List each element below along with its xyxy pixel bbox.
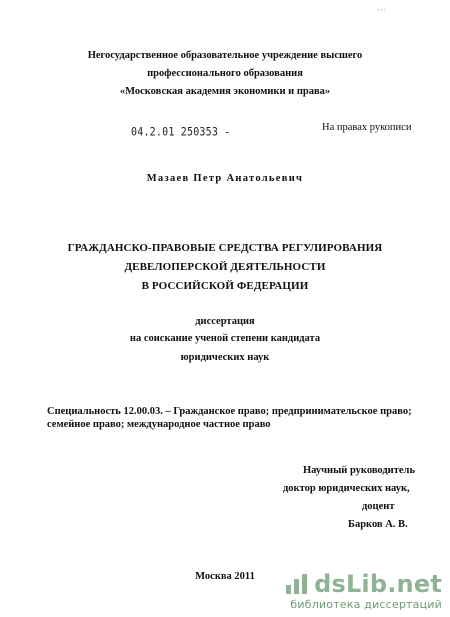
supervisor-role: Научный руководитель [303, 465, 415, 476]
title-line-1: ГРАЖДАНСКО-ПРАВОВЫЕ СРЕДСТВА РЕГУЛИРОВАНИЯ [67, 242, 383, 254]
manuscript-rights-note: На правах рукописи [322, 122, 412, 133]
title-line-3: В РОССИЙСКОЙ ФЕДЕРАЦИИ [141, 280, 309, 292]
city-year: Москва 2011 [195, 571, 255, 582]
work-type-line-3: юридических наук [180, 352, 270, 363]
specialty-line-2: семейное право; международное частное право [47, 419, 271, 430]
supervisor-name: Барков А. В. [348, 519, 408, 530]
supervisor-degree: доктор юридических наук, [283, 483, 410, 494]
work-type-line-2: на соискание ученой степени кандидата [129, 333, 321, 344]
watermark-subtitle: библиотека диссертаций [290, 598, 442, 611]
watermark-logo [284, 571, 442, 597]
institution-line-2: профессионального образования [147, 68, 303, 79]
institution-line-1: Негосударственное образовательное учреждение высшего [87, 50, 363, 61]
supervisor-title: доцент [362, 501, 395, 512]
author-name: Мазаев Петр Анатольевич [146, 173, 304, 184]
watermark-logo-text: dsLib.net [314, 570, 442, 598]
work-type-line-1: диссертация [195, 316, 255, 327]
institution-line-3: «Московская академия экономики и права» [119, 86, 331, 97]
bar-chart-icon [284, 573, 310, 595]
watermark [284, 571, 442, 611]
scan-corner-mark: ··· [377, 6, 386, 16]
registration-stamp-number: 04.2.01 250353 - [131, 126, 231, 139]
title-line-2: ДЕВЕЛОПЕРСКОЙ ДЕЯТЕЛЬНОСТИ [124, 261, 326, 273]
specialty-line-1: Специальность 12.00.03. – Гражданское право; предпринимательское право; [47, 406, 412, 417]
